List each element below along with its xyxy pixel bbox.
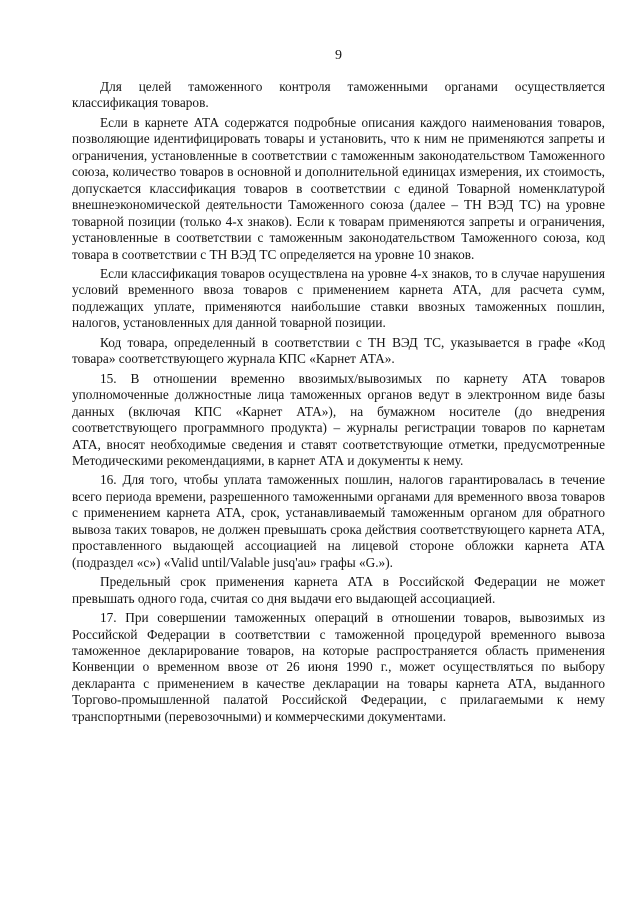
paragraph-four-digit-violation: Если классификация товаров осуществлена на уровне 4-х знаков, то в случае нарушения условий временного ввоза товаров с применением карнета АТА, для расчета сумм, подлежащих уплате, применяются наибольшие ставки ввозных таможенных пошлин, налогов, установленных для данной товарной позиции. [72,265,605,331]
paragraph-item-15: 15. В отношении временно ввозимых/вывозимых по карнету АТА товаров уполномоченные должностные лица таможенных органов ведут в электронном виде базы данных (включая КПС «Карнет АТА»), на бумажном носителе (до внедрения соответствующего программного продукта) – журналы регистрации товаров по карнетам АТА, вносят необходимые сведения и ставят соответствующие отметки, предусмотренные Методическими рекомендациями, в карнет АТА и документы к нему. [72,370,605,468]
page-number: 9 [335,48,342,63]
paragraph-classification-levels: Если в карнете АТА содержатся подробные описания каждого наименования товаров, позволяющие идентифицировать товары и установить, что к ним не применяются запреты и ограничения, установленные в соответствии с таможенным законодательством Таможенного союза, количество товаров в основной и дополнительной единицах измерения, их стоимость, допускается классификация товаров в соответствии с единой Товарной номенклатурой внешнеэкономической деятельности Таможенного союза (далее – ТН ВЭД ТС) на уровне товарной позиции (только 4-х знаков). Если к товарам применяются запреты и ограничения, установленные в соответствии с таможенным законодательством Таможенного союза, код товара в соответствии с ТН ВЭД ТС определяется на уровне 10 знаков. [72,114,605,262]
paragraph-product-code: Код товара, определенный в соответствии с ТН ВЭД ТС, указывается в графе «Код товара» соответствующего журнала КПС «Карнет АТА». [72,334,605,367]
paragraph-time-limit: Предельный срок применения карнета АТА в Российской Федерации не может превышать одного года, считая со дня выдачи его выдающей ассоциацией. [72,574,605,606]
paragraph-item-16: 16. Для того, чтобы уплата таможенных пошлин, налогов гарантировалась в течение всего периода времени, разрешенного таможенными органами для временного ввоза товаров с применением карнета АТА, срок, устанавливаемый таможенным органом для обратного вывоза таких товаров, не должен превышать срока действия соответствующего карнета АТА, проставленного выдающей ассоциацией на лицевой стороне обложки карнета АТА (подраздел «c») «Valid until/Valable jusq'au» графы «G.»). [72,472,605,570]
paragraph-customs-classification: Для целей таможенного контроля таможенными органами осуществляется классификация товаров. [72,79,605,111]
paragraph-item-17: 17. При совершении таможенных операций в отношении товаров, вывозимых из Российской Федерации в соответствии с таможенной процедурой временного вывоза таможенное декларирование товаров, на которые распространяется область применения Конвенции о временном ввозе от 26 июня 1990 г., может осуществляться по выбору декларанта с применением в качестве декларации на товары карнета АТА, выданного Торгово-промышленной палатой Российской Федерации, с прилагаемыми к нему транспортными (перевозочными) и коммерческими документами. [72,610,605,724]
document-body [72,79,605,725]
